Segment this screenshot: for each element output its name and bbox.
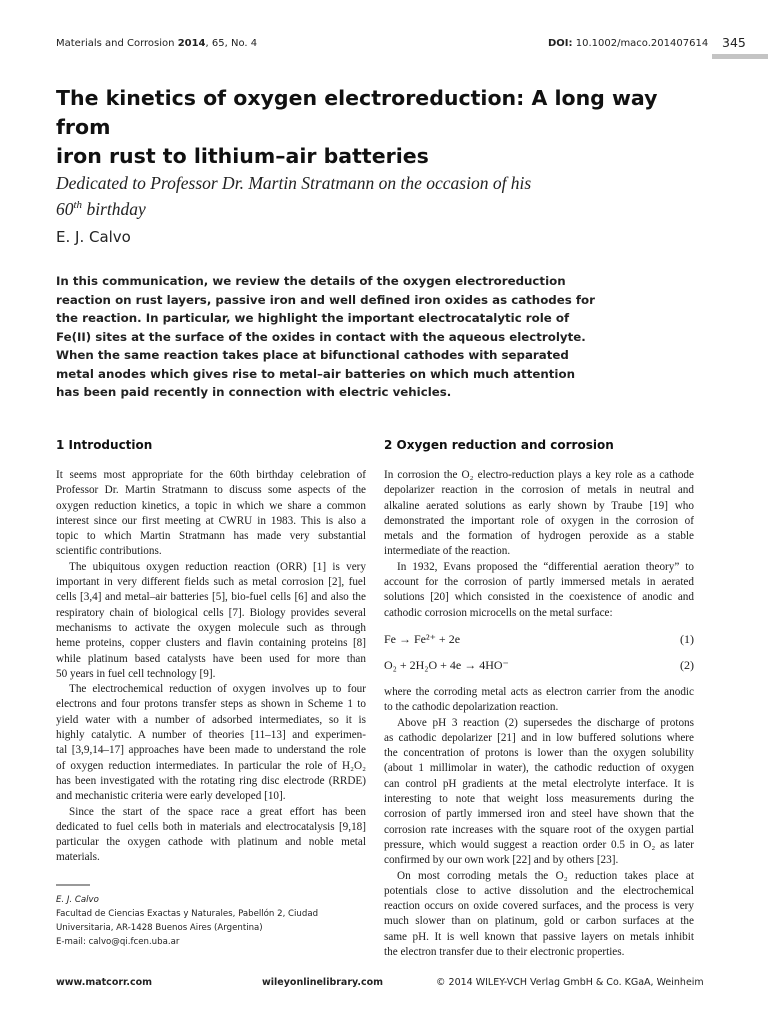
page-number: 345 — [722, 35, 746, 50]
body-line: the electron transfer due to their electronic properties. — [384, 946, 625, 959]
body-line: can control pH gradients at the metal electrolyte interface. It is — [384, 777, 694, 790]
abstract-line: the reaction. In particular, we highlight the important electrocatalytic role of — [56, 311, 570, 325]
section-heading-oxygen-reduction: 2 Oxygen reduction and corrosion — [384, 438, 614, 452]
body-line: of oxygen reduction intermediates. In particular the role of H₂O₂ — [56, 759, 366, 772]
body-line: pressure, which would suggest a reaction order 0.5 in O₂ as later — [384, 838, 694, 851]
body-line: respiratory chain of biological cells [7]. Biology provides several — [56, 606, 366, 619]
body-line: The ubiquitous oxygen reduction reaction (ORR) [1] is very — [69, 560, 366, 573]
body-line: alkaline aerated solutions as early shown by Traube [19] who — [384, 499, 694, 512]
body-line: In corrosion the O₂ electro-reduction plays a key role as a cathode — [384, 469, 694, 481]
body-line: while platinum based catalysts have been used for more than — [56, 652, 366, 665]
body-line: The electrochemical reduction of oxygen involves up to four — [69, 683, 366, 696]
body-line: demonstrated the important role of oxygen in the corrosion of — [384, 514, 694, 527]
footer-copyright: © 2014 WILEY-VCH Verlag GmbH & Co. KGaA, Weinheim — [436, 977, 704, 988]
abstract-line: When the same reaction takes place at bifunctional cathodes with separated — [56, 348, 569, 362]
footnote-affiliation: Facultad de Ciencias Exactas y Naturales, Pabellón 2, Ciudad — [56, 909, 319, 919]
body-line: oxygen reduction kinetics, a topic in which we share a common — [56, 499, 366, 512]
body-line: particular the oxygen cathode with platinum and noble metal — [56, 836, 366, 849]
body-line: much slower than on platinum, gold or carbon surfaces at the — [384, 915, 694, 928]
body-line: the concentration of protons is lower than the oxygen solubility — [384, 747, 694, 760]
title-line: The kinetics of oxygen electroreduction: A long way from — [56, 86, 658, 139]
column-left — [56, 468, 366, 866]
body-line: (about 1 millimolar in water), the cathodic reduction of oxygen — [384, 762, 694, 775]
body-line: Above pH 3 reaction (2) supersedes the discharge of protons — [397, 716, 694, 729]
dedication — [56, 172, 656, 220]
body-line: In 1932, Evans proposed the “differential aeration theory” to — [397, 560, 694, 573]
body-line: tal [3,9,14–17] approaches have been made to understand the role — [56, 744, 366, 757]
section-heading-introduction: 1 Introduction — [56, 438, 153, 452]
body-line: as cathodic depolarizer [21] and in low buffered solutions where — [384, 731, 694, 744]
abstract — [56, 272, 595, 402]
header-year: 2014 — [177, 38, 206, 49]
abstract-line: reaction on rust layers, passive iron and well defined iron oxides as cathodes for — [56, 292, 595, 307]
body-line: same pH. It is well known that passive layers on metals inhibit — [384, 930, 694, 943]
equation-1 — [384, 627, 694, 653]
running-header-doi — [548, 38, 708, 49]
body-line: On most corroding metals the O₂ reduction takes place at — [397, 869, 694, 882]
author-name: E. J. Calvo — [56, 228, 131, 246]
footer-library-url[interactable]: wileyonlinelibrary.com — [262, 977, 384, 988]
body-line: important in very different fields such as metal corrosion [2], fuel — [56, 576, 366, 589]
equation-1-expression: Fe → Fe²⁺ + 2e — [384, 632, 461, 647]
body-line: scientific contributions. — [56, 545, 162, 558]
body-line: and mechanistic criteria were early developed [10]. — [56, 790, 286, 803]
body-line: has been investigated with the rotating ring disc electrode (RRDE) — [56, 774, 366, 787]
running-header-journal: Materials and Corrosion 2014, 65, No. 4 — [56, 38, 258, 49]
body-line: cathodic corrosion microcells on the metal surface: — [384, 606, 613, 619]
body-line: dedicated to fuel cells both in materials and electrocatalysis [9,18] — [56, 820, 366, 833]
body-line: yield water with a number of adsorbed intermediates, so it is — [56, 713, 366, 726]
body-line: Professor Dr. Martin Stratmann to discuss some aspects of the — [56, 484, 366, 497]
body-line: depolarizer reaction in the corrosion of metals in neutral and — [384, 484, 694, 497]
dedication-line: Dedicated to Professor Dr. Martin Stratmann on the occasion of his — [56, 173, 532, 193]
body-line: solutions [20] which consisted in the coexistence of anodic and — [384, 591, 694, 604]
body-line: highly catalytic. A number of theories [11–13] and experimen- — [56, 729, 366, 742]
abstract-line: has been paid recently in connection with electric vehicles. — [56, 385, 452, 399]
footnote-email: E-mail: calvo@qi.fcen.uba.ar — [56, 937, 180, 947]
footnote-author: E. J. Calvo — [56, 895, 99, 905]
body-line: potentials close to active dissolution and the electrochemical — [384, 884, 694, 897]
body-line: intermediate of the reaction. — [384, 545, 511, 558]
equation-2-number: (2) — [680, 658, 694, 673]
author-footnote — [56, 893, 376, 949]
body-line: reaction occurs on oxide covered surfaces, and the process is very — [384, 900, 694, 913]
body-line: corrosion rate increases with the square root of the oxygen partial — [384, 823, 694, 836]
abstract-line: metal anodes which gives rise to metal–air batteries on which much attention — [56, 366, 575, 381]
body-line: to the cathodic depolarization reaction. — [384, 701, 559, 714]
body-line: account for the corrosion of partly immersed metals in aerated — [384, 576, 694, 589]
body-line: interest since our first meeting at CWRU in 1983. This is also a — [56, 514, 366, 527]
equation-1-number: (1) — [680, 632, 694, 647]
body-line: electrons and four protons transfer steps as shown in Scheme 1 to — [56, 698, 366, 711]
body-line: where the corroding metal acts as electron carrier from the anodic — [384, 685, 694, 698]
body-line: topic to which Martin Stratmann has made very substantial — [56, 530, 366, 543]
page-number-bar — [712, 54, 768, 59]
abstract-line: Fe(II) sites at the surface of the oxides in contact with the aqueous electrolyte. — [56, 329, 586, 344]
body-line: mechanisms to activate the oxygen molecule such as through — [56, 621, 366, 634]
footnote-affiliation: Universitaria, AR-1428 Buenos Aires (Argentina) — [56, 923, 263, 933]
dedication-line: 60th birthday — [56, 198, 146, 219]
column-right — [384, 468, 694, 960]
body-line: interesting to note that weight loss measurements during the — [384, 793, 694, 806]
body-line: 50 years in fuel cell technology [9]. — [56, 667, 216, 680]
body-line: confirmed by our own work [22] and by others [23]. — [384, 854, 619, 867]
body-line: cells [3,4] and metal–air batteries [5], bio-fuel cells [6] and also the — [56, 591, 366, 604]
footnote-rule — [56, 884, 90, 886]
body-line: heme proteins, copper clusters and flavin containing proteins [8] — [56, 637, 366, 650]
header-volume-issue: , 65, No. 4 — [205, 38, 258, 49]
article-title — [56, 84, 696, 171]
title-line: iron rust to lithium–air batteries — [56, 144, 429, 168]
doi-value: 10.1002/maco.201407614 — [575, 38, 709, 49]
body-line: materials. — [56, 851, 100, 864]
body-line: Since the start of the space race a great effort has been — [69, 805, 366, 818]
footer-journal-url[interactable]: www.matcorr.com — [56, 977, 153, 988]
abstract-line: In this communication, we review the details of the oxygen electroreduction — [56, 274, 566, 288]
equation-2 — [384, 653, 694, 679]
body-line: metals and the formation of hydrogen peroxide as a stable — [384, 530, 694, 543]
equation-2-expression: O₂ + 2H₂O + 4e → 4HO⁻ — [384, 658, 509, 673]
body-line: It seems most appropriate for the 60th birthday celebration of — [56, 469, 366, 481]
doi-label: DOI: — [548, 38, 573, 49]
body-line: corrosion of partly immersed iron and steel have shown that the — [384, 808, 694, 821]
